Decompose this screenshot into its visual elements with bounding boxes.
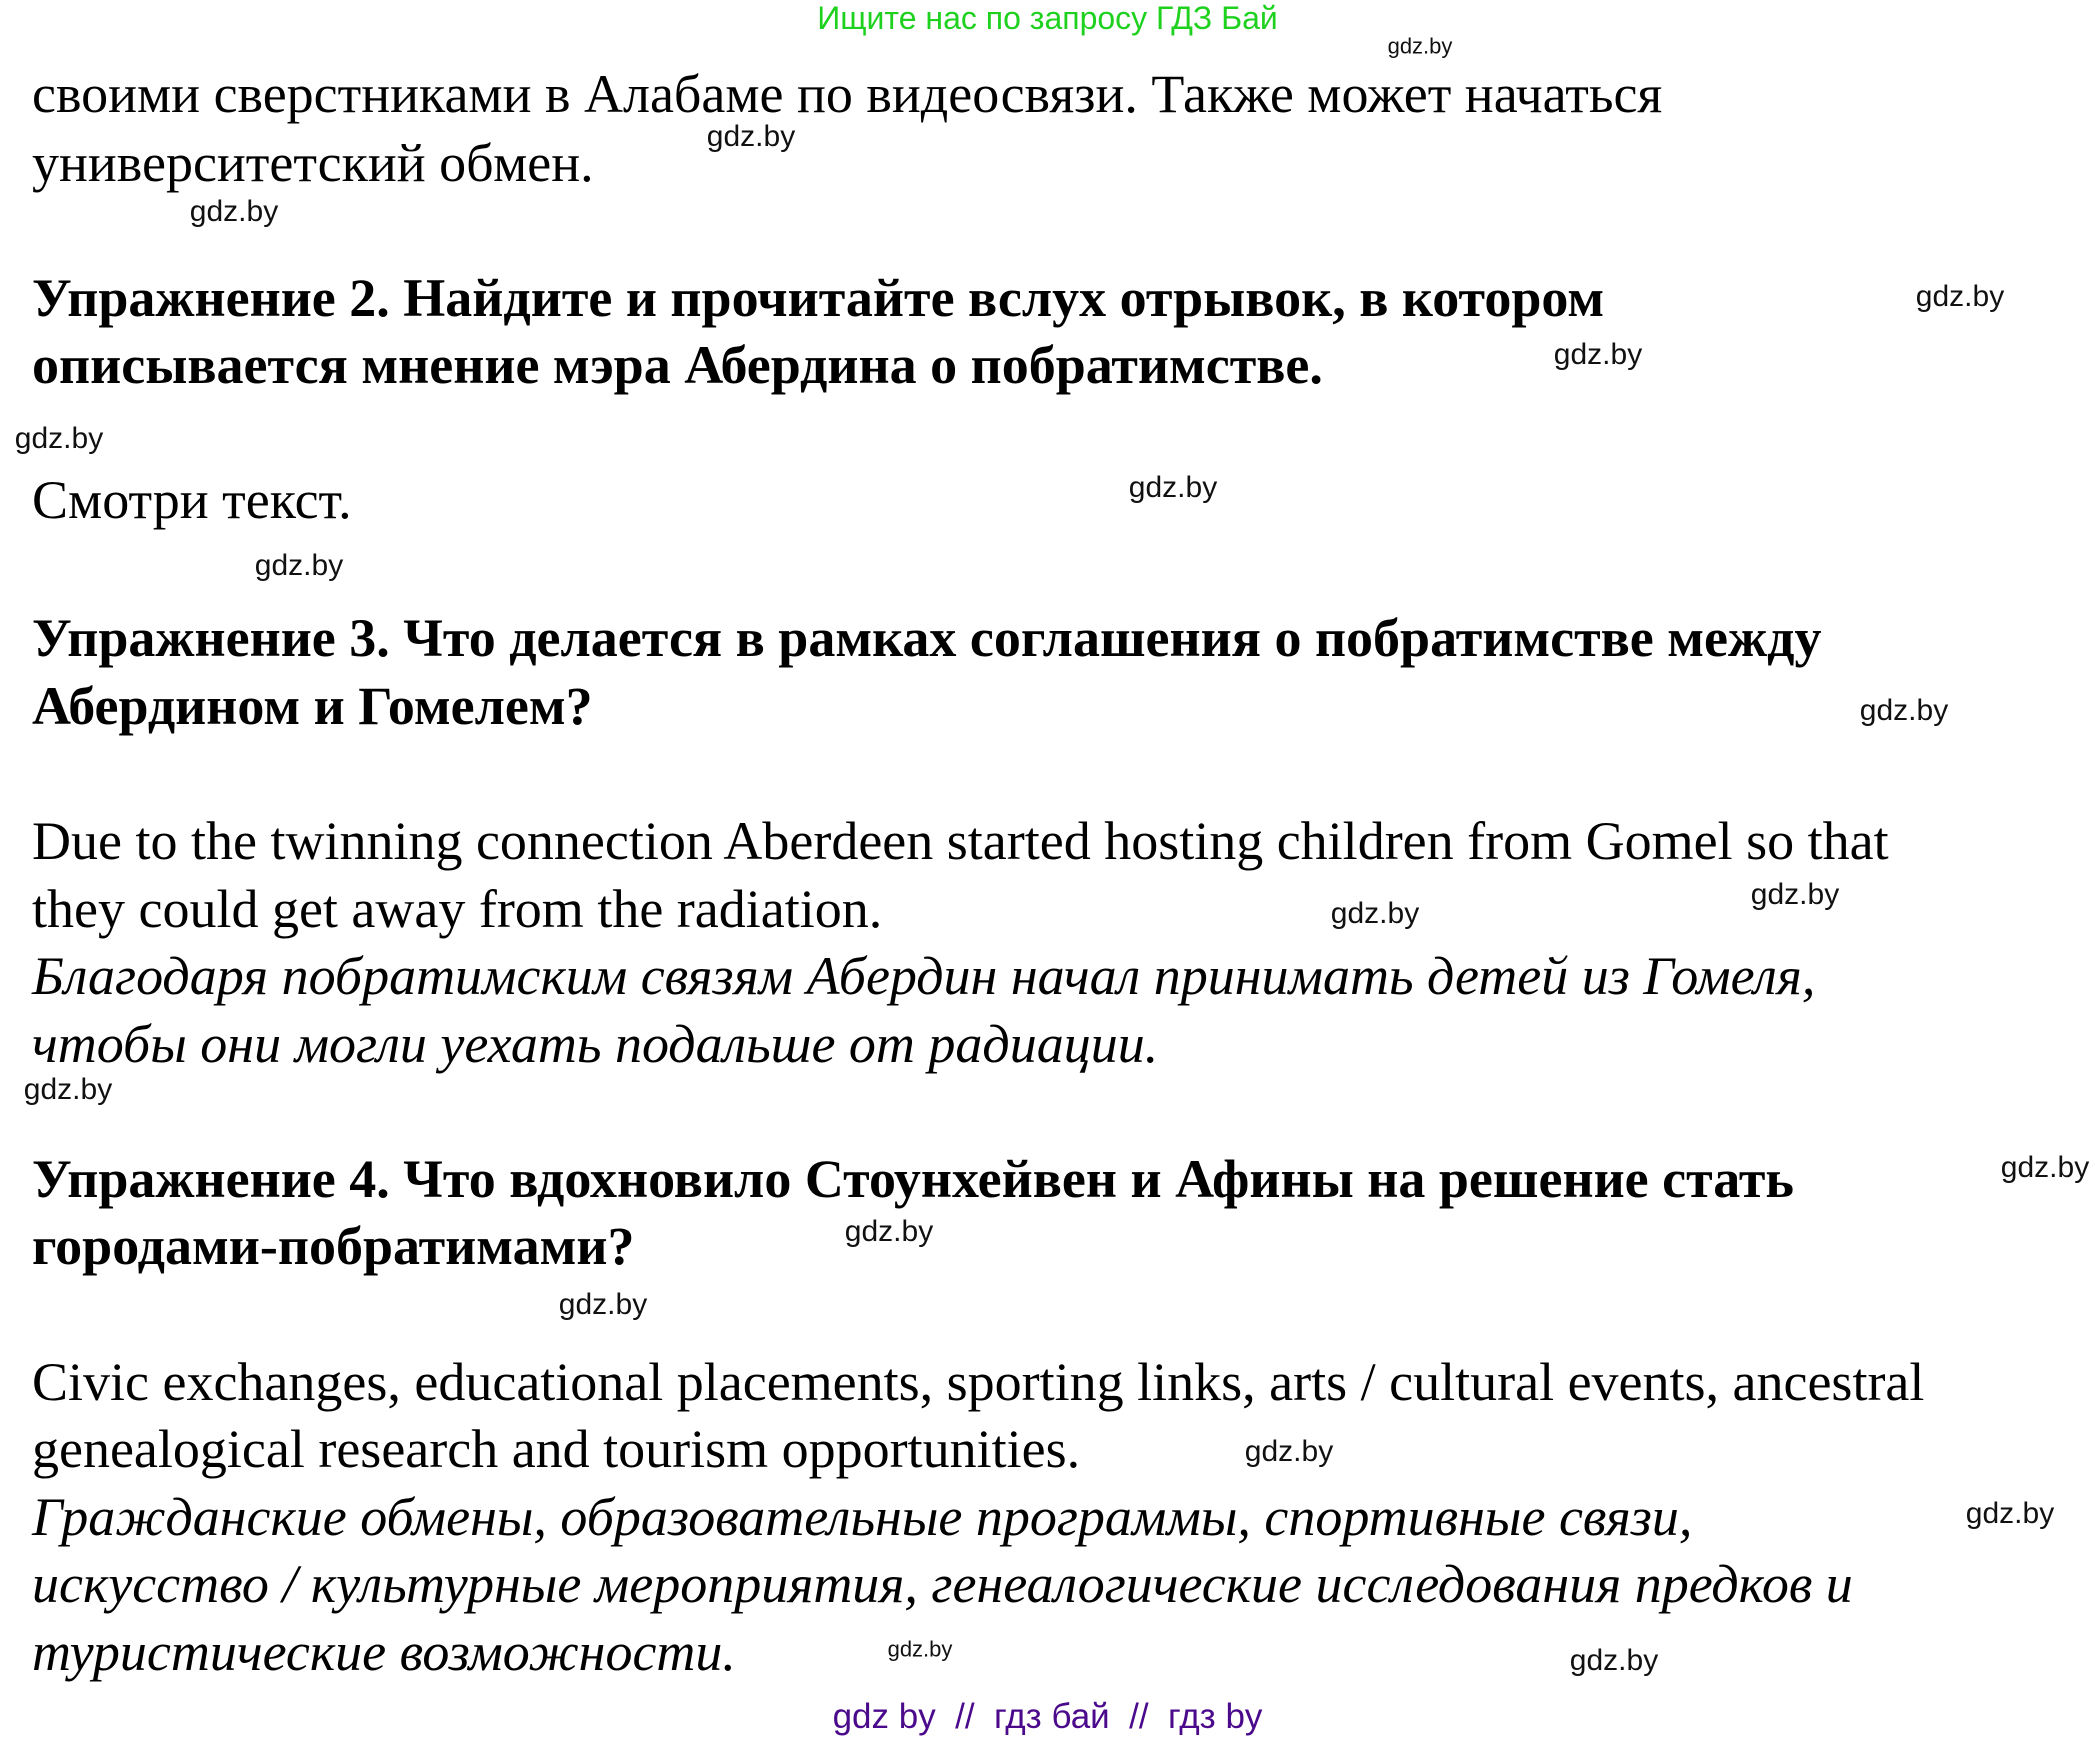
watermark: gdz.by <box>706 120 796 153</box>
exercise-4-answer-ru: туристические возможности. <box>32 1622 736 1682</box>
watermark: gdz.by <box>1330 897 1420 930</box>
exercise-3-answer-ru: Благодаря побратимским связям Абердин начал принимать детей из Гомеля, <box>32 946 1816 1006</box>
exercise-4-heading: Упражнение 4. Что вдохновило Стоунхейвен и Афины на решение стать <box>32 1149 1794 1209</box>
watermark: gdz.by <box>2000 1151 2090 1184</box>
exercise-2-answer: Смотри текст. <box>32 470 352 530</box>
watermark: gdz.by <box>1915 280 2005 313</box>
watermark: gdz.by <box>23 1073 113 1106</box>
watermark: gdz.by <box>1553 338 1643 371</box>
exercise-4-answer-en: Civic exchanges, educational placements, sporting links, arts / cultural events, ancestral <box>32 1352 1925 1412</box>
exercise-2-heading: Упражнение 2. Найдите и прочитайте вслух отрывок, в котором <box>32 268 1605 328</box>
exercise-3-heading: Абердином и Гомелем? <box>32 676 593 736</box>
watermark: gdz.by <box>887 1636 953 1662</box>
exercise-3-answer-en: Due to the twinning connection Aberdeen started hosting children from Gomel so that <box>32 811 1889 871</box>
exercise-3-answer-ru: чтобы они могли уехать подальше от радиации. <box>32 1014 1159 1074</box>
watermark: gdz.by <box>1750 878 1840 911</box>
watermark: gdz.by <box>189 195 279 228</box>
watermark: gdz.by <box>1128 471 1218 504</box>
intro-line: университетский обмен. <box>32 133 594 193</box>
watermark: gdz.by <box>14 422 104 455</box>
exercise-4-heading: городами-побратимами? <box>32 1216 635 1276</box>
exercise-4-answer-ru: Гражданские обмены, образовательные программы, спортивные связи, <box>32 1487 1693 1547</box>
watermark: gdz.by <box>1387 33 1453 59</box>
intro-line: своими сверстниками в Алабаме по видеосвязи. Также может начаться <box>32 64 1663 124</box>
watermark: gdz.by <box>1569 1644 1659 1677</box>
watermark: gdz.by <box>558 1288 648 1321</box>
watermark: gdz.by <box>1965 1497 2055 1530</box>
footer-links[interactable]: gdz by // гдз бай // гдз by <box>832 1697 1263 1736</box>
exercise-2-heading: описывается мнение мэра Абердина о побратимстве. <box>32 335 1323 395</box>
watermark: gdz.by <box>1244 1435 1334 1468</box>
watermark: gdz.by <box>844 1215 934 1248</box>
exercise-3-heading: Упражнение 3. Что делается в рамках соглашения о побратимстве между <box>32 608 1822 668</box>
watermark: gdz.by <box>1859 694 1949 727</box>
exercise-4-answer-en: genealogical research and tourism opportunities. <box>32 1419 1081 1479</box>
exercise-3-answer-en: they could get away from the radiation. <box>32 879 883 939</box>
search-hint-banner: Ищите нас по запросу ГДЗ Бай <box>817 0 1278 36</box>
exercise-4-answer-ru: искусство / культурные мероприятия, генеалогические исследования предков и <box>32 1554 1853 1614</box>
watermark: gdz.by <box>254 549 344 582</box>
